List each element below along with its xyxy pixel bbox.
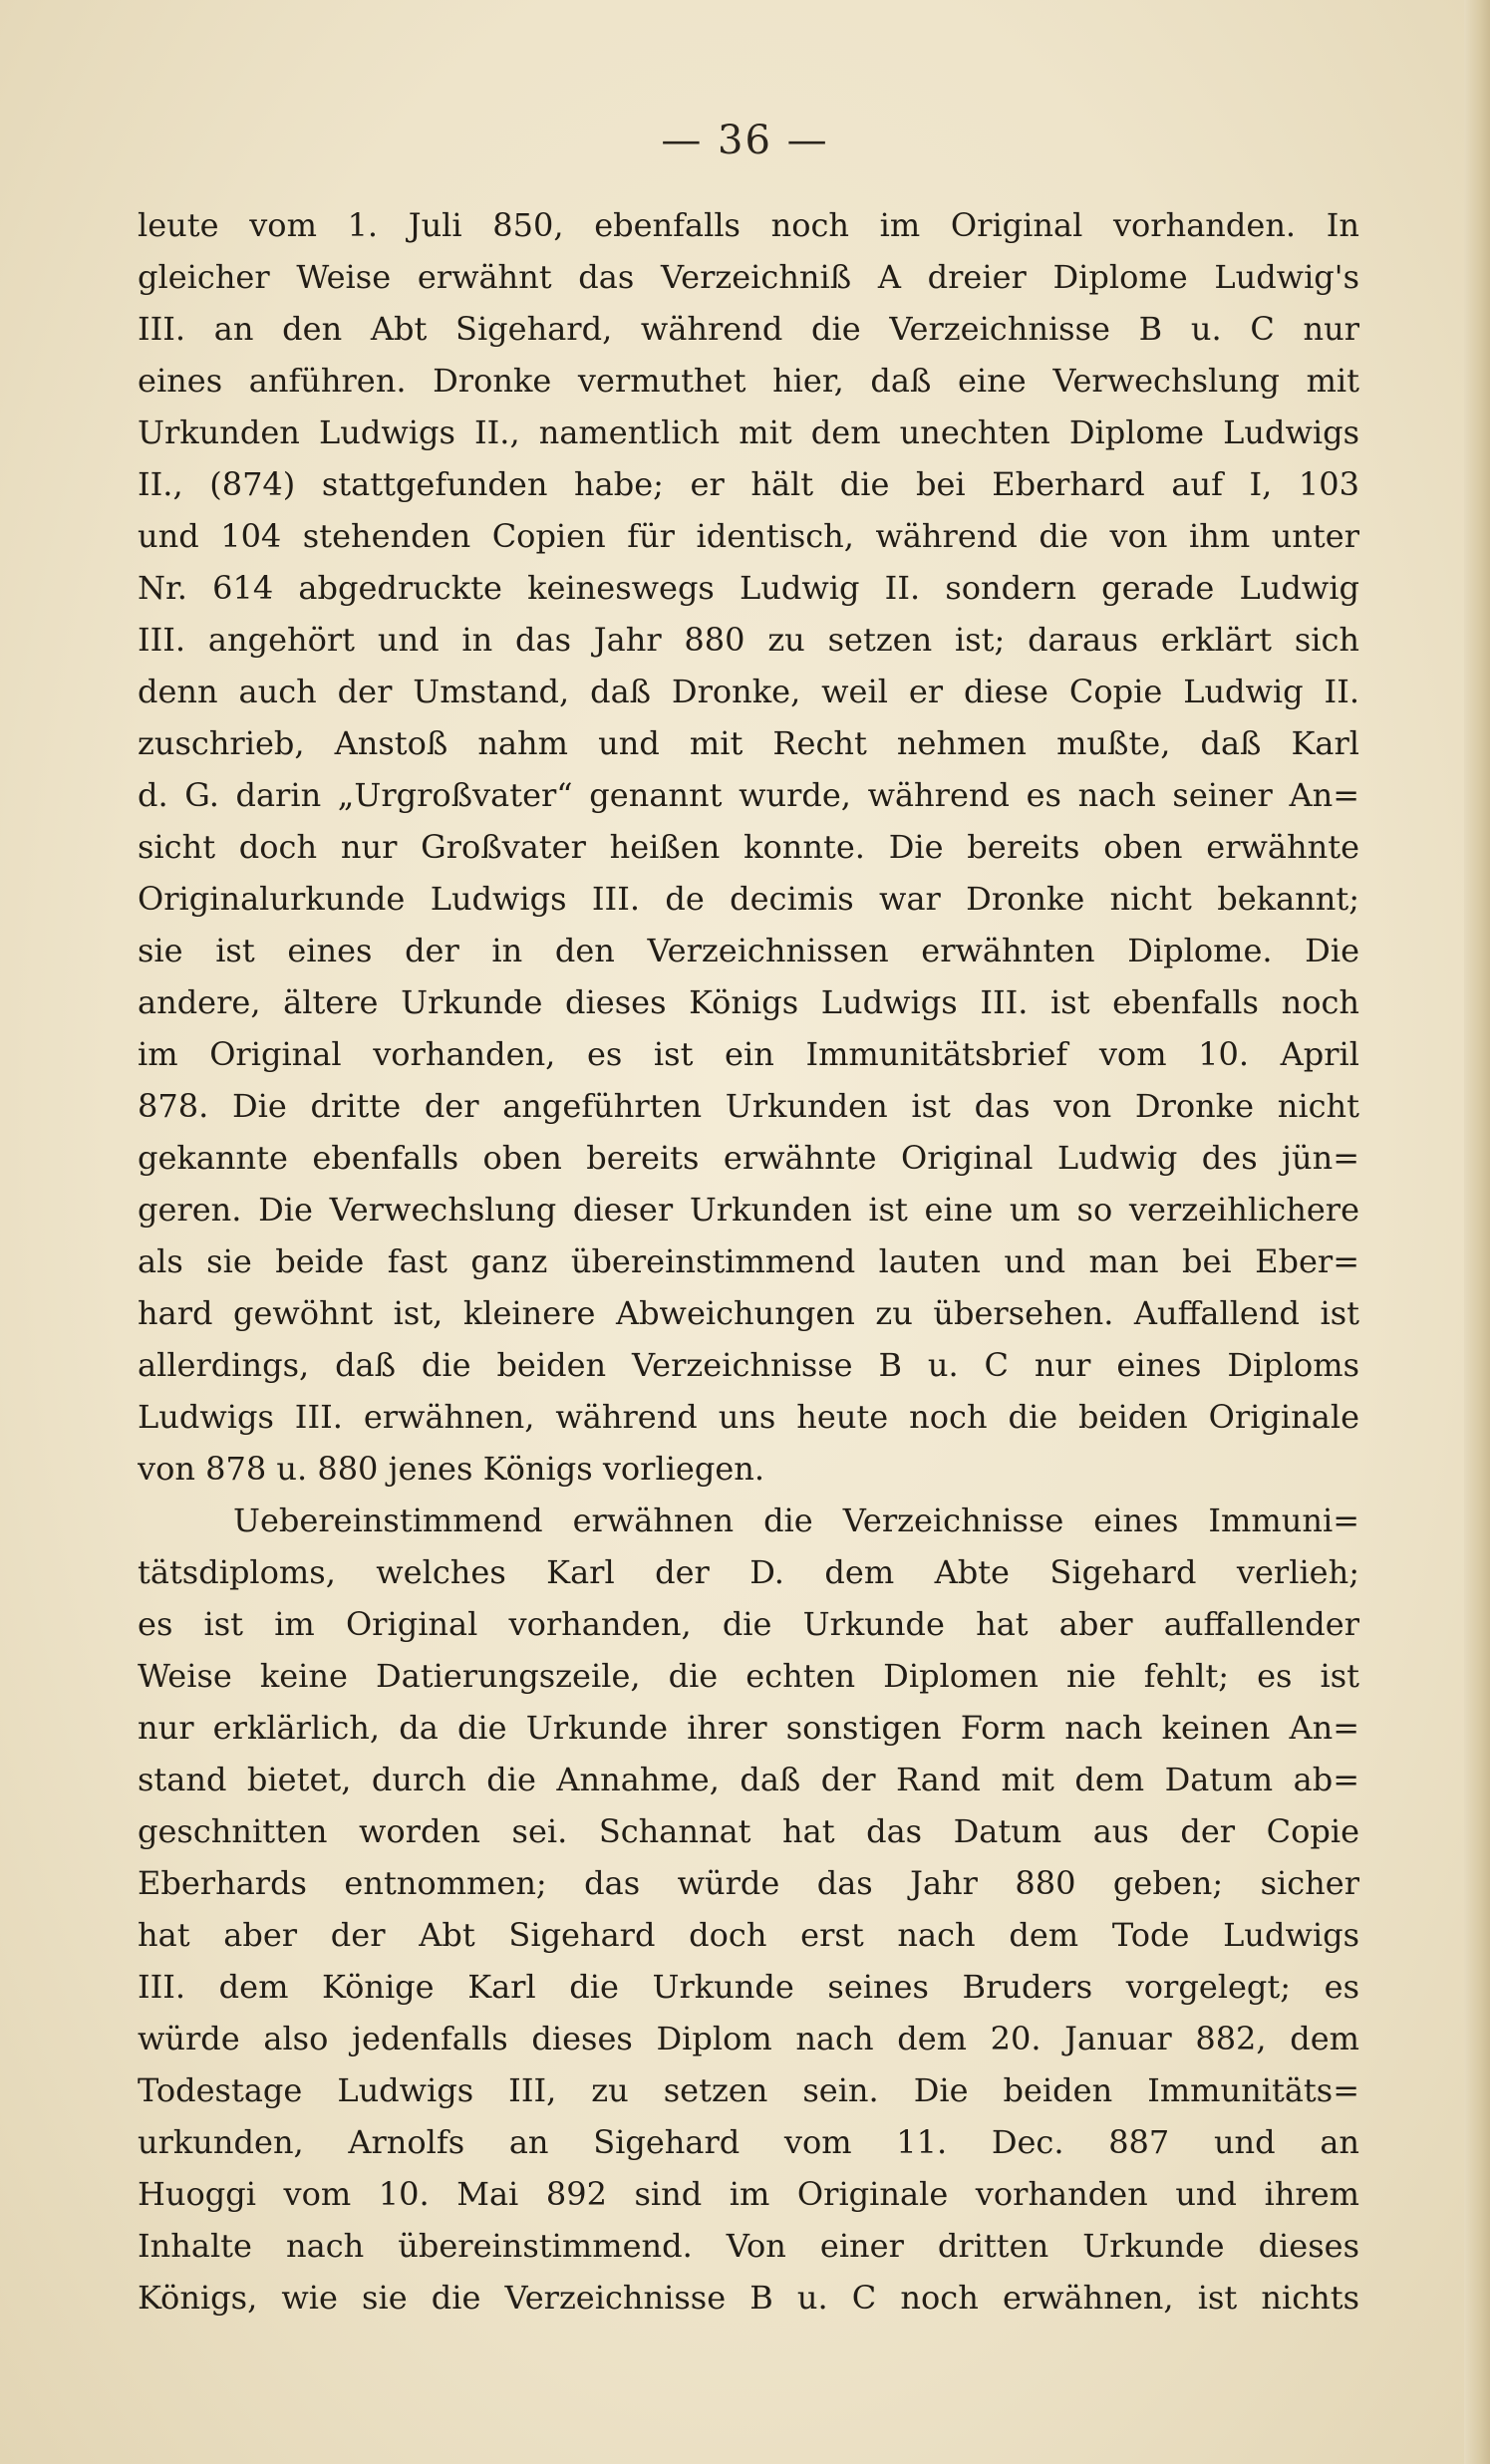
text-line: geren. Die Verwechslung dieser Urkunden ist eine um so verzeihlichere	[138, 1191, 1359, 1229]
text-line: sie ist eines der in den Verzeichnissen erwähnten Diplome. Die	[138, 932, 1359, 969]
text-line: als sie beide fast ganz übereinstimmend lauten und man bei Eber=	[138, 1242, 1359, 1280]
text-line: d. G. darin „Urgroßvater“ genannt wurde, während es nach seiner An=	[138, 776, 1359, 814]
text-line: zuschrieb, Anstoß nahm und mit Recht nehmen mußte, daß Karl	[138, 724, 1359, 762]
text-line: II., (874) stattgefunden habe; er hält die bei Eberhard auf I, 103	[138, 465, 1359, 503]
text-line: würde also jedenfalls dieses Diplom nach dem 20. Januar 882, dem	[138, 2020, 1359, 2057]
text-line: Weise keine Datierungszeile, die echten Diplomen nie fehlt; es ist	[138, 1657, 1359, 1695]
text-line: allerdings, daß die beiden Verzeichnisse B u. C nur eines Diploms	[138, 1346, 1359, 1384]
text-line: III. dem Könige Karl die Urkunde seines Bruders vorgelegt; es	[138, 1968, 1359, 2006]
body-text	[138, 199, 1359, 2324]
page-edge-shadow	[1464, 0, 1490, 2464]
text-line: im Original vorhanden, es ist ein Immunitätsbrief vom 10. April	[138, 1035, 1359, 1073]
text-line: nur erklärlich, da die Urkunde ihrer sonstigen Form nach keinen An=	[138, 1709, 1359, 1747]
text-line: Ludwigs III. erwähnen, während uns heute noch die beiden Originale	[138, 1398, 1359, 1436]
text-line: tätsdiploms, welches Karl der D. dem Abte Sigehard verlieh;	[138, 1553, 1359, 1591]
text-line: stand bietet, durch die Annahme, daß der Rand mit dem Datum ab=	[138, 1761, 1359, 1798]
text-line: Todestage Ludwigs III, zu setzen sein. Die beiden Immunitäts=	[138, 2071, 1359, 2109]
text-line: leute vom 1. Juli 850, ebenfalls noch im Original vorhanden. In	[138, 206, 1359, 244]
text-line: Eberhards entnommen; das würde das Jahr 880 geben; sicher	[138, 1864, 1359, 1902]
text-line: III. angehört und in das Jahr 880 zu setzen ist; daraus erklärt sich	[138, 621, 1359, 659]
text-line: III. an den Abt Sigehard, während die Verzeichnisse B u. C nur	[138, 310, 1359, 348]
text-line: Nr. 614 abgedruckte keineswegs Ludwig II. sondern gerade Ludwig	[138, 569, 1359, 607]
text-line: sicht doch nur Großvater heißen konnte. Die bereits oben erwähnte	[138, 828, 1359, 866]
text-line: gleicher Weise erwähnt das Verzeichniß A dreier Diplome Ludwig's	[138, 258, 1359, 296]
text-line: Originalurkunde Ludwigs III. de decimis war Dronke nicht bekannt;	[138, 880, 1359, 918]
text-line: hard gewöhnt ist, kleinere Abweichungen zu übersehen. Auffallend ist	[138, 1294, 1359, 1332]
text-line: und 104 stehenden Copien für identisch, während die von ihm unter	[138, 517, 1359, 555]
text-line: geschnitten worden sei. Schannat hat das Datum aus der Copie	[138, 1812, 1359, 1850]
page-number: — 36 —	[661, 118, 829, 163]
text-line: andere, ältere Urkunde dieses Königs Ludwigs III. ist ebenfalls noch	[138, 983, 1359, 1021]
text-line: Huoggi vom 10. Mai 892 sind im Originale vorhanden und ihrem	[138, 2175, 1359, 2213]
text-line: urkunden, Arnolfs an Sigehard vom 11. Dec. 887 und an	[138, 2123, 1359, 2161]
text-line: Urkunden Ludwigs II., namentlich mit dem unechten Diplome Ludwigs	[138, 413, 1359, 451]
text-line: eines anführen. Dronke vermuthet hier, daß eine Verwechslung mit	[138, 362, 1359, 400]
text-line: denn auch der Umstand, daß Dronke, weil er diese Copie Ludwig II.	[138, 673, 1359, 710]
text-line: hat aber der Abt Sigehard doch erst nach dem Tode Ludwigs	[138, 1916, 1359, 1954]
text-line: Königs, wie sie die Verzeichnisse B u. C noch erwähnen, ist nichts	[138, 2279, 1359, 2317]
text-line: von 878 u. 880 jenes Königs vorliegen.	[138, 1450, 765, 1488]
text-line: gekannte ebenfalls oben bereits erwähnte Original Ludwig des jün=	[138, 1139, 1359, 1177]
text-line: es ist im Original vorhanden, die Urkunde hat aber auffallender	[138, 1605, 1359, 1643]
text-line: 878. Die dritte der angeführten Urkunden ist das von Dronke nicht	[138, 1087, 1359, 1125]
text-line: Inhalte nach übereinstimmend. Von einer dritten Urkunde dieses	[138, 2227, 1359, 2265]
text-line: Uebereinstimmend erwähnen die Verzeichnisse eines Immuni=	[233, 1502, 1359, 1539]
